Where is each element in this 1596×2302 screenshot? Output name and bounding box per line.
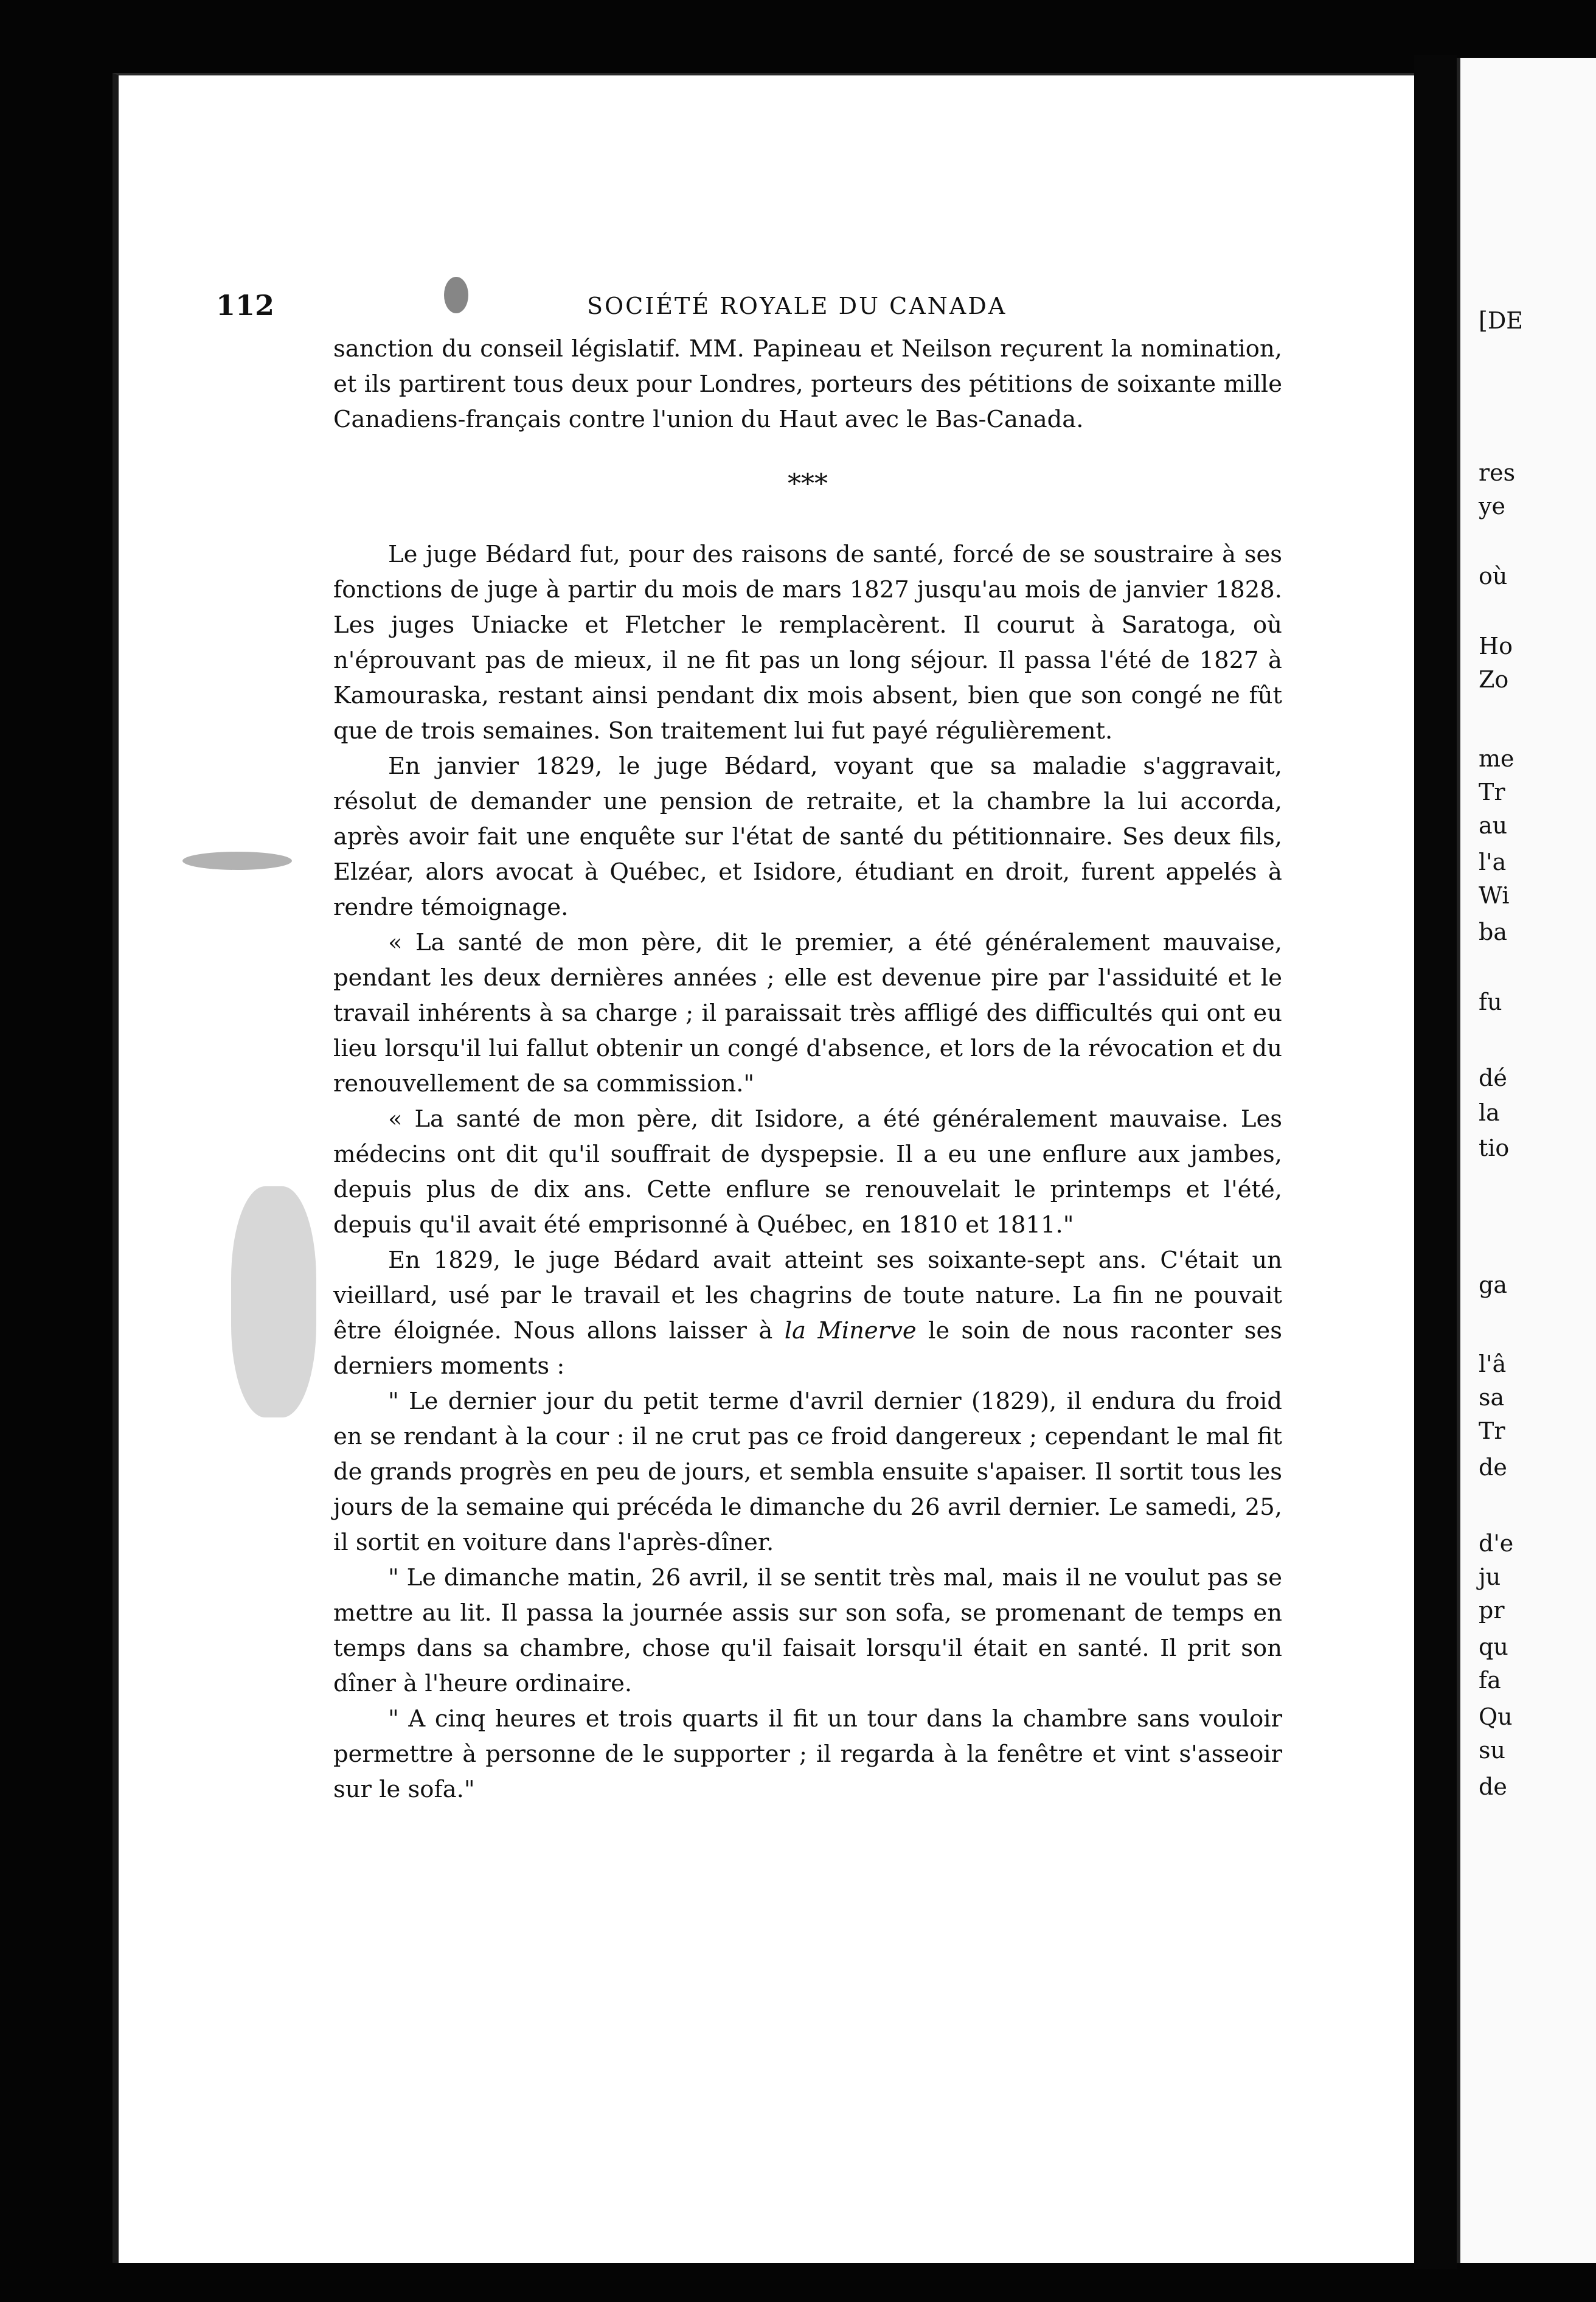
adjacent-page-fragment: la — [1479, 1099, 1500, 1126]
adjacent-page-fragment: fa — [1479, 1667, 1501, 1694]
page-number: 112 — [216, 289, 275, 322]
adjacent-page-fragment: Wi — [1479, 882, 1510, 909]
paragraph: « La santé de mon père, dit Isidore, a été généralement mauvaise. Les médecins ont dit qu'il souffrait de dyspepsie. Il a eu une enflure aux jambes, depuis plus de dix ans. Cette enflure se renouvelait le printemps et l'été, depuis qu'il avait été emprisonné à Québec, en 1810 et 1811." — [333, 1105, 1282, 1239]
adjacent-page-fragment: ba — [1479, 919, 1507, 945]
adjacent-page-fragment: Qu — [1479, 1703, 1513, 1730]
adjacent-page-fragment: Tr — [1479, 1417, 1505, 1444]
scan-blot — [182, 852, 292, 870]
adjacent-page-fragment: ye — [1479, 493, 1505, 520]
running-head — [216, 289, 1107, 325]
adjacent-page-fragment: Tr — [1479, 779, 1505, 805]
adjacent-page-fragment: ju — [1479, 1563, 1501, 1590]
paragraph: " A cinq heures et trois quarts il fit un tour dans la chambre sans vouloir permettre à personne de le supporter ; il regarda à la fenêtre et vint s'asseoir sur le sofa." — [333, 1705, 1282, 1803]
section-ornament: *** — [788, 468, 828, 499]
adjacent-page-fragment: me — [1479, 745, 1514, 772]
paragraph-text: En 1829, le juge Bédard avait atteint ses soixante-sept ans. C'était un vieillard, usé par le travail et les chagrins de toute nature. La fin ne pouvait être éloignée. Nous allons laisser à — [333, 1247, 1282, 1344]
adjacent-page-fragment: où — [1479, 563, 1508, 589]
paragraph: « La santé de mon père, dit le premier, a été généralement mauvaise, pendant les deux dernières années ; elle est devenue pire par l'assiduité et le travail inhérents à sa charge ; il paraissait très affligé des difficultés qui ont eu lieu lorsqu'il lui fallut obtenir un congé d'absence, et lors de la révocation et du renouvellement de sa commission." — [333, 929, 1282, 1097]
paragraph: En janvier 1829, le juge Bédard, voyant que sa maladie s'aggravait, résolut de demander une pension de retraite, et la chambre la lui accorda, après avoir fait une enquête sur l'état de santé du pétitionnaire. Ses deux fils, Elzéar, alors avocat à Québec, et Isidore, étudiant en droit, furent appelés à rendre témoignage. — [333, 753, 1282, 921]
adjacent-page-fragment: [DE — [1479, 307, 1524, 334]
adjacent-page-fragment: res — [1479, 459, 1516, 486]
paragraph: sanction du conseil législatif. MM. Papineau et Neilson reçurent la nomination, et ils partirent tous deux pour Londres, porteurs des pétitions de soixante mille Canadiens-français contre l'union du Haut avec le Bas-Canada. — [333, 335, 1282, 433]
adjacent-page-fragment: l'â — [1479, 1351, 1507, 1377]
adjacent-page-fragment: Ho — [1479, 633, 1513, 659]
paragraph: " Le dernier jour du petit terme d'avril dernier (1829), il endura du froid en se rendant à la cour : il ne crut pas ce froid dangereux ; cependant le mal fit de grands progrès en peu de jours, et sembla ensuite s'apaiser. Il sortit tous les jours de la semaine qui précéda le dimanche du 26 avril dernier. Le samedi, 25, il sortit en voiture dans l'après-dîner. — [333, 1388, 1282, 1556]
adjacent-page-fragment: au — [1479, 812, 1508, 839]
adjacent-page-fragment: tio — [1479, 1135, 1510, 1161]
adjacent-page-fragment: fu — [1479, 989, 1502, 1015]
adjacent-page-fragment: sa — [1479, 1384, 1505, 1411]
adjacent-page-fragment: ga — [1479, 1271, 1507, 1298]
paragraph — [333, 1243, 1282, 1384]
body-text — [333, 332, 1282, 1807]
adjacent-page-fragment: su — [1479, 1737, 1505, 1764]
scan-blot — [231, 1186, 316, 1417]
adjacent-page-fragment: d'e — [1479, 1530, 1514, 1557]
paragraph: Le juge Bédard fut, pour des raisons de santé, forcé de se soustraire à ses fonctions de juge à partir du mois de mars 1827 jusqu'au mois de janvier 1828. Les juges Uniacke et Fletcher le remplacèrent. Il courut à Saratoga, où n'éprouvant pas de mieux, il ne fit pas un long séjour. Il passa l'été de 1827 à Kamouraska, restant ainsi pendant dix mois absent, bien que son congé ne fût que de trois semaines. Son traitement lui fut payé régulièrement. — [333, 541, 1282, 745]
adjacent-page-fragment: de — [1479, 1454, 1507, 1481]
newspaper-title: la Minerve — [784, 1317, 917, 1344]
adjacent-page-edge — [1457, 58, 1596, 2263]
adjacent-page-fragment: de — [1479, 1773, 1507, 1800]
paragraph-text: le soin de nous raconter ses derniers moments : — [333, 1317, 1283, 1380]
paragraph: " Le dimanche matin, 26 avril, il se sentit très mal, mais il ne voulut pas se mettre au lit. Il passa la journée assis sur son sofa, se promenant de temps en temps dans sa chambre, chose qu'il faisait lorsqu'il était en santé. Il prit son dîner à l'heure ordinaire. — [333, 1564, 1282, 1697]
adjacent-page-fragment: dé — [1479, 1065, 1507, 1091]
journal-title: SOCIÉTÉ ROYALE DU CANADA — [587, 293, 1007, 319]
adjacent-page-fragment: l'a — [1479, 849, 1507, 875]
book-gutter — [1414, 55, 1457, 2269]
adjacent-page-fragment: pr — [1479, 1597, 1505, 1624]
adjacent-page-fragment: qu — [1479, 1633, 1508, 1660]
adjacent-page-fragment: Zo — [1479, 666, 1509, 693]
